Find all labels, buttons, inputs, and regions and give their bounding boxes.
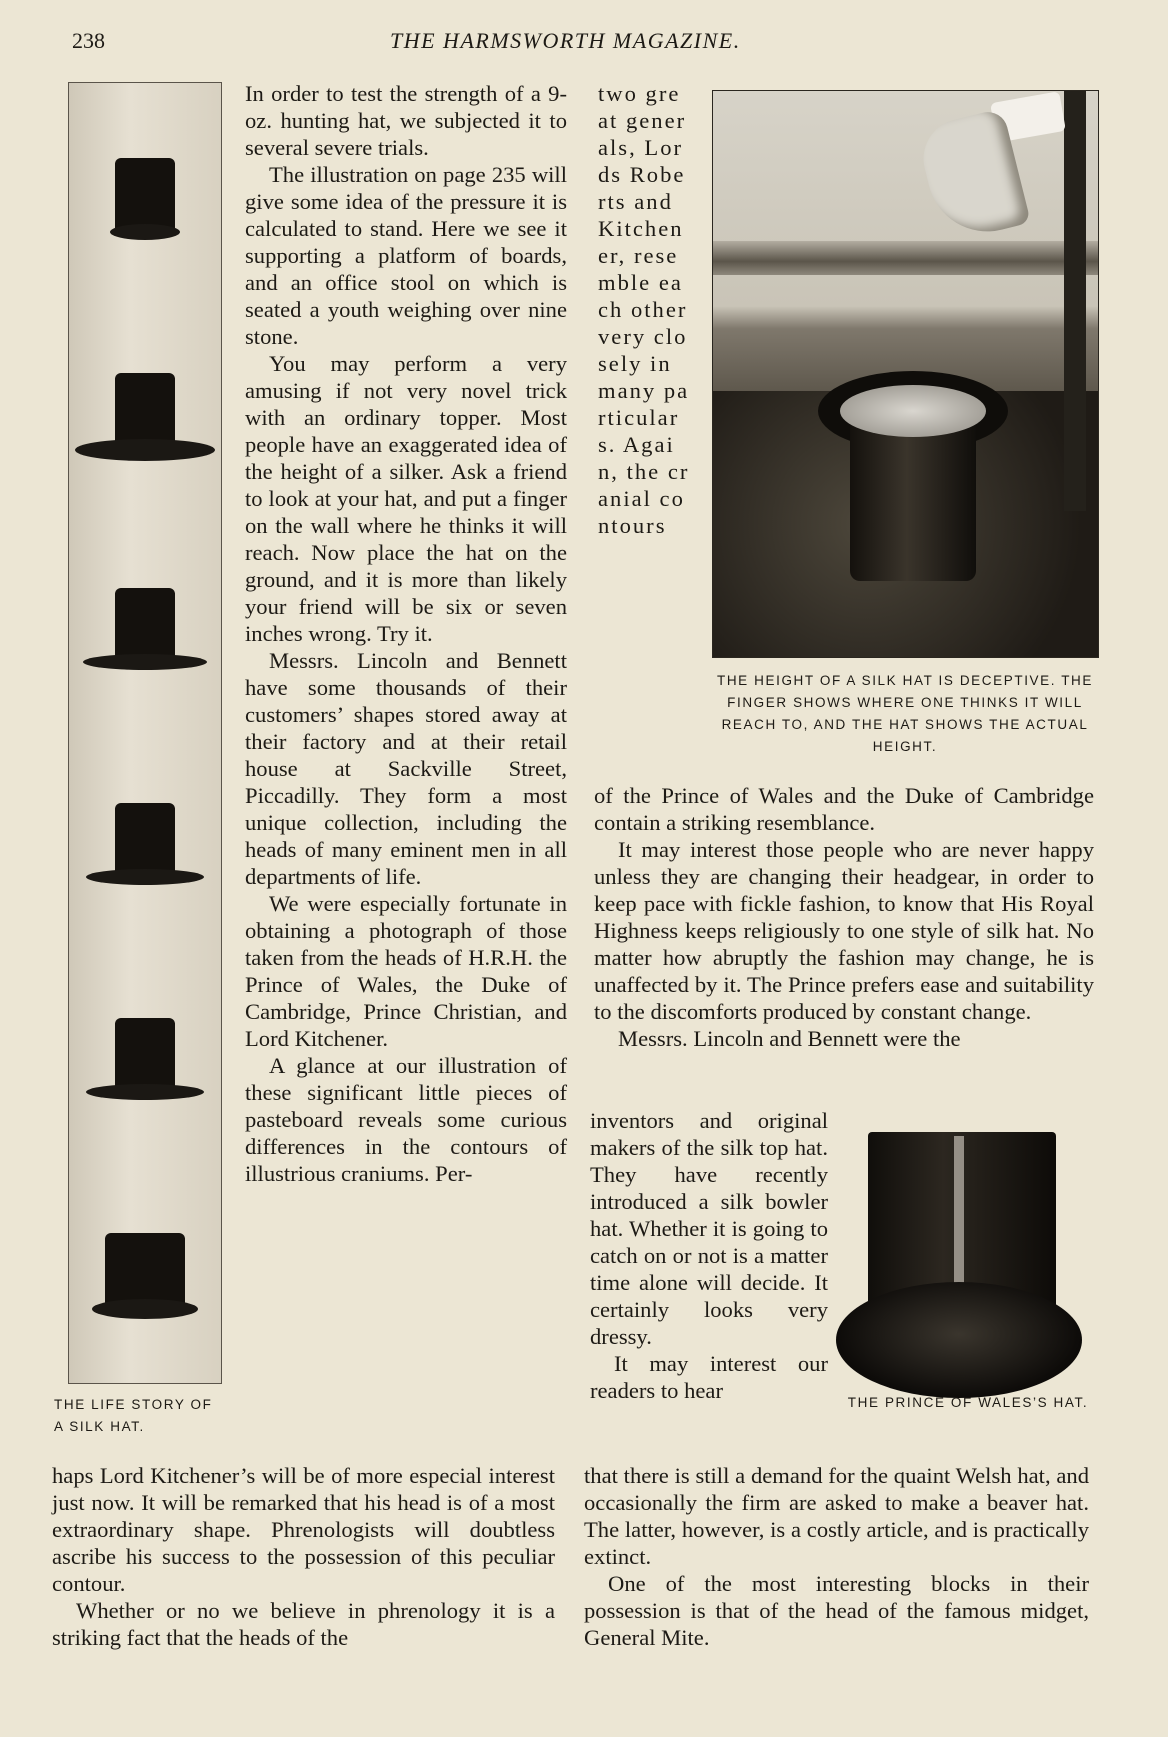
paragraph: that there is still a demand for the quaint Welsh hat, and occasionally the firm are asked to make a beaver hat. The latter, however, is a costly article, and is practically extinct. [584, 1463, 1089, 1569]
column-2-bottom [584, 1462, 1089, 1651]
paragraph: We were especially fortunate in obtaining a photograph of those taken from the heads of H.R.H. the Prince of Wales, the Duke of Cambridge, Prince Christian, and Lord Kitchener. [245, 891, 567, 1051]
paragraph: of the Prince of Wales and the Duke of Cambridge contain a striking resemblance. [594, 783, 1094, 835]
column-1 [245, 80, 567, 1187]
paragraph: In order to test the strength of a 9-oz. hunting hat, we subjected it to several severe trials. [245, 81, 567, 160]
column-2 [594, 782, 1094, 1052]
paragraph: haps Lord Kitchener’s will be of more especial interest just now. It will be remarked that his head is of a most extraordinary shape. Phrenologists will doubtless ascribe his success to the possession of this peculiar contour. [52, 1463, 555, 1596]
paragraph: Messrs. Lincoln and Bennett have some thousands of their customers’ shapes stored away at their factory and at their retail house at Sackville Street, Piccadilly. They form a most unique collection, including the heads of many eminent men in all departments of life. [245, 648, 567, 889]
paragraph: It may interest our readers to hear [590, 1351, 828, 1403]
paragraph: One of the most interesting blocks in their possession is that of the head of the famous midget, General Mite. [584, 1571, 1089, 1650]
hat-photo-4 [99, 803, 191, 891]
hat-photo-1 [99, 158, 191, 246]
paragraph: The illustration on page 235 will give some idea of the pressure it is calculated to stand. Here we see it supporting a platform of boards, and an office stool on which is seated a youth weighing over nine stone. [245, 162, 567, 349]
paragraph: A glance at our illustration of these significant little pieces of pasteboard reveals some curious differences in the contours of illustrious craniums. Per- [245, 1053, 567, 1186]
column-2-narrow [590, 1107, 828, 1404]
hat-photo-2 [99, 373, 191, 461]
paragraph: two great generals, Lords Roberts and Kitchener, resemble each other very closely in many particulars. Again, the cranial contours [598, 81, 690, 538]
paragraph: Messrs. Lincoln and Bennett were the [618, 1026, 961, 1051]
column-1-bottom [52, 1462, 555, 1651]
hat-height-photo [712, 90, 1099, 658]
life-story-photo-strip [68, 82, 222, 1384]
paragraph: It may interest those people who are never happy unless they are changing their headgear, in order to keep pace with fickle fashion, to know that His Royal Highness keeps religiously to one style of silk hat. No matter how abruptly the fashion may change, he is unaffected by it. The Prince prefers ease and suitability to the discomforts produced by constant change. [594, 837, 1094, 1024]
caption-life-story: THE LIFE STORY OF A SILK HAT. [54, 1397, 213, 1434]
caption-prince-hat: THE PRINCE OF WALES’S HAT. [847, 1395, 1089, 1410]
paragraph: inventors and original makers of the silk top hat. They have recently introduced a silk bowler hat. Whether it is going to catch on or not is a matter time alone will decide. It certainly looks very dressy. [590, 1108, 828, 1349]
prince-of-wales-hat-photo [834, 1132, 1084, 1398]
running-title: THE HARMSWORTH MAGAZINE. [390, 28, 741, 53]
page-number: 238 [72, 28, 105, 53]
hat-photo-3 [99, 588, 191, 676]
caption-height-photo: THE HEIGHT OF A SILK HAT IS DECEPTIVE. THE FINGER SHOWS WHERE ONE THINKS IT WILL REACH TO, AND THE HAT SHOWS THE ACTUAL HEIGHT. [716, 673, 1094, 754]
hat-photo-5 [99, 1018, 191, 1106]
hat-photo-6 [99, 1233, 191, 1321]
paragraph: Whether or no we believe in phrenology it is a striking fact that the heads of the [52, 1598, 555, 1650]
narrow-column [598, 80, 690, 539]
paragraph: You may perform a very amusing if not very novel trick with an ordinary topper. Most people have an exaggerated idea of the height of a silker. Ask a friend to look at your hat, and put a finger on the wall where he thinks it will reach. Now place the hat on the ground, and it is more than likely your friend will be six or seven inches wrong. Try it. [245, 351, 567, 646]
